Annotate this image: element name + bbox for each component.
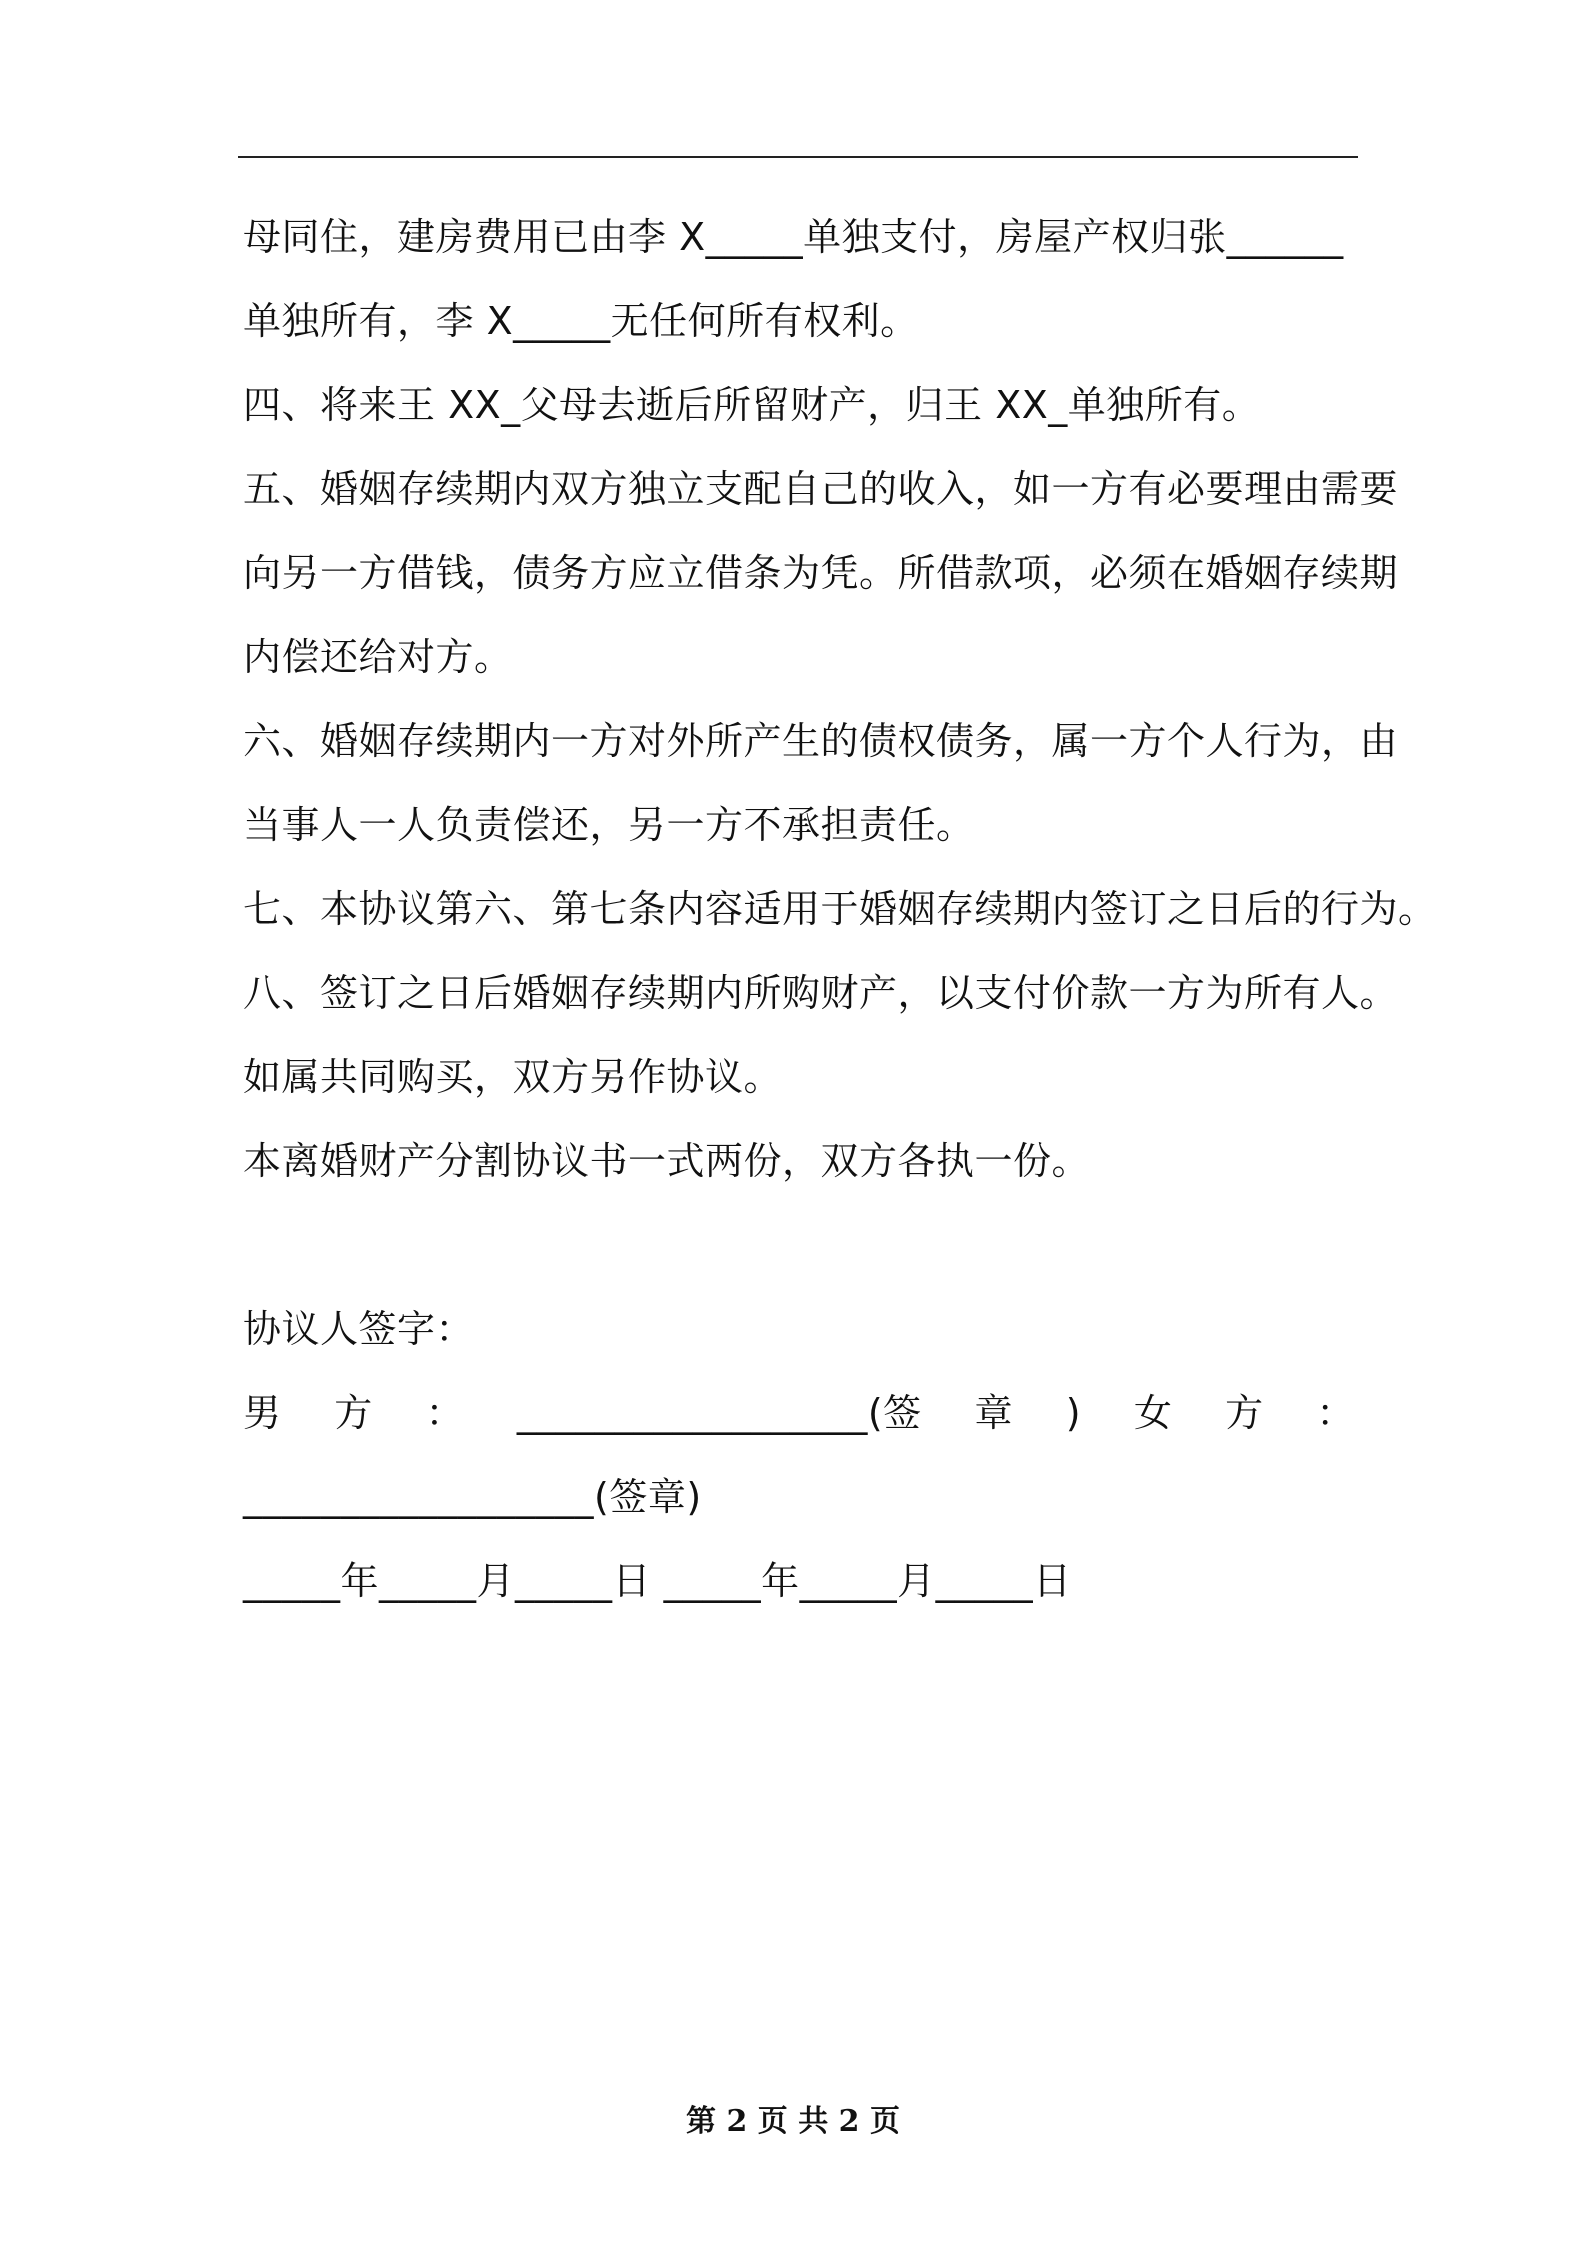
clause-4: 四、将来王 XX_父母去逝后所留财产，归王 XX_单独所有。 bbox=[243, 383, 1261, 427]
text-line: 内偿还给对方。 bbox=[243, 635, 513, 679]
page-number-footer: 第 2 页 共 2 页 bbox=[686, 2104, 900, 2139]
female-label-char: 方 bbox=[1225, 1391, 1264, 1435]
male-label-char: 男 bbox=[243, 1391, 282, 1435]
female-signature-line: __________________(签章) bbox=[243, 1475, 702, 1519]
text-line: 母同住，建房费用已由李 X_____单独支付，房屋产权归张______ bbox=[243, 215, 1344, 259]
date-line: _____年_____月_____日 _____年_____月_____日 bbox=[243, 1559, 1072, 1603]
text-line: 向另一方借钱，债务方应立借条为凭。所借款项，必须在婚姻存续期 bbox=[243, 551, 1399, 595]
clause-6: 六、婚姻存续期内一方对外所产生的债权债务，属一方个人行为，由 bbox=[243, 719, 1399, 763]
document-body bbox=[243, 195, 1437, 1623]
clause-5: 五、婚姻存续期内双方独立支配自己的收入，如一方有必要理由需要 bbox=[243, 467, 1399, 511]
copies-statement: 本离婚财产分割协议书一式两份，双方各执一份。 bbox=[243, 1139, 1091, 1183]
male-signature-blank: __________________(签 bbox=[516, 1391, 922, 1435]
text-line: 当事人一人负责偿还，另一方不承担责任。 bbox=[243, 803, 975, 847]
seal-char: 章 bbox=[974, 1391, 1013, 1435]
male-signature-row bbox=[243, 1371, 1355, 1455]
text-line: 单独所有，李 X_____无任何所有权利。 bbox=[243, 299, 919, 343]
clause-7: 七、本协议第六、第七条内容适用于婚姻存续期内签订之日后的行为。 bbox=[243, 887, 1437, 931]
colon: ： bbox=[1316, 1391, 1355, 1435]
spacer bbox=[243, 1203, 1355, 1287]
clause-8: 八、签订之日后婚姻存续期内所购财产，以支付价款一方为所有人。 bbox=[243, 971, 1399, 1015]
signature-heading: 协议人签字： bbox=[243, 1307, 475, 1351]
header-rule bbox=[238, 156, 1358, 158]
female-label-char: 女 bbox=[1133, 1391, 1173, 1435]
text-line: 如属共同购买，双方另作协议。 bbox=[243, 1055, 783, 1099]
male-label-char: 方 bbox=[334, 1391, 373, 1435]
colon: ： bbox=[425, 1391, 465, 1435]
paren-close: ) bbox=[1065, 1391, 1082, 1435]
